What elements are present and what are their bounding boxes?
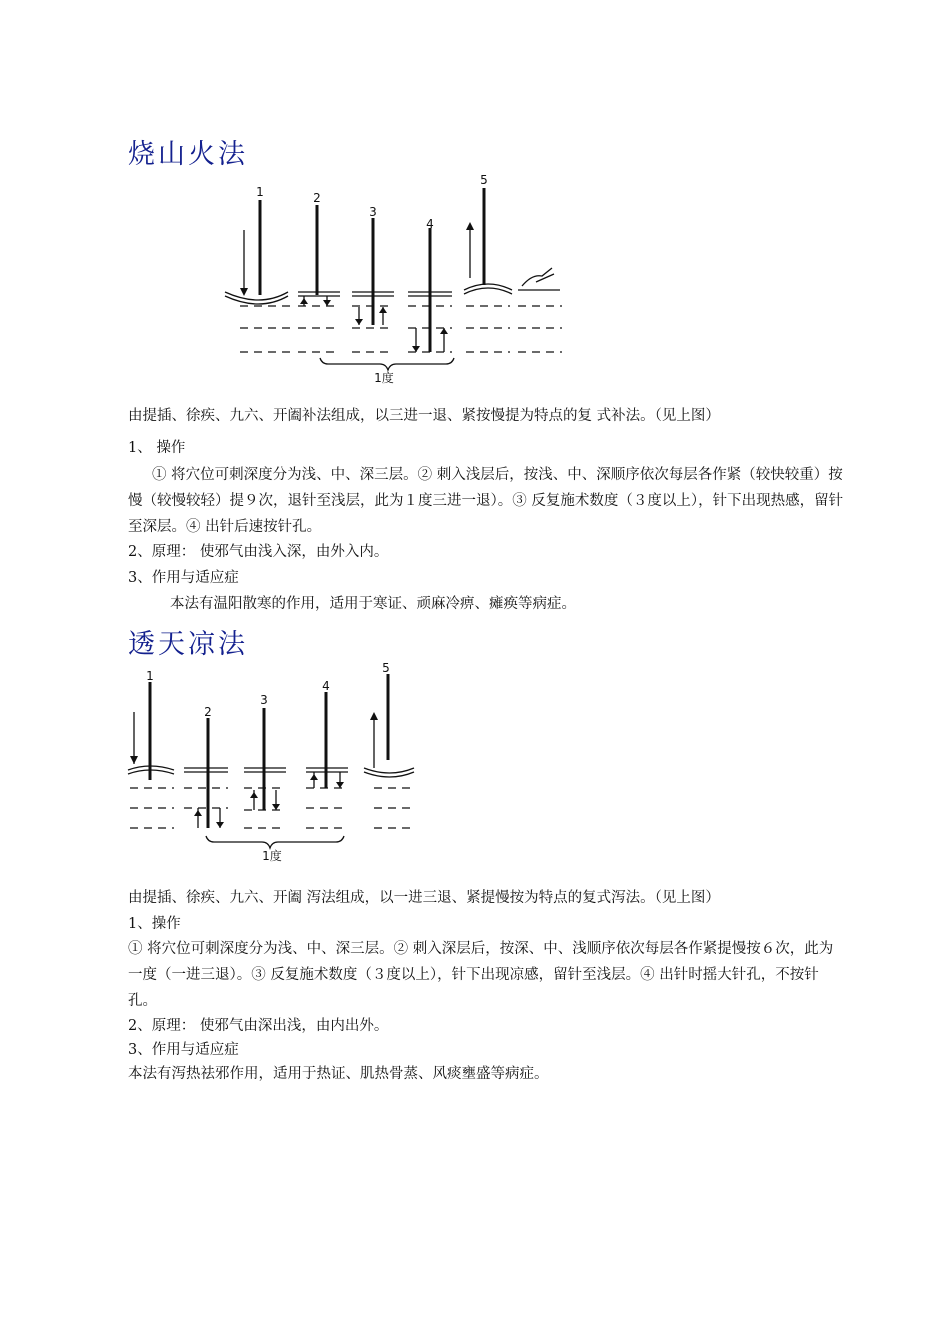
needle-label-4: 4 — [426, 217, 434, 231]
section1-intro: 由提插、徐疾、九六、开阖补法组成，以三进一退、紧按慢提为特点的复 式补法。（见上图） — [128, 408, 720, 424]
needle-label-2: 2 — [313, 191, 321, 205]
needle-label-3: 3 — [260, 693, 268, 707]
section2-op-text: ① 将穴位可刺深度分为浅、中、深三层。② 刺入深层后，按深、中、浅顺序依次每层各作紧提慢按６次，此为一度（一进三退）。③ 反复施术数度（３度以上），针下出现凉感，留针至浅层。④ 出针时摇大针孔，不按针孔。 — [128, 941, 834, 1009]
diagram-toutianliang — [122, 660, 422, 870]
section-title-toutianliang: 透天凉法 — [128, 629, 248, 660]
section1-indication-heading: 3、作用与适应症 — [128, 570, 239, 586]
section1-principle: 2、原理： 使邪气由浅入深，由外入内。 — [128, 544, 389, 560]
needle-label-2: 2 — [204, 705, 212, 719]
degree-label: 1度 — [374, 371, 394, 385]
section-title-shaoshanhuo: 烧山火法 — [128, 139, 248, 170]
section2-intro: 由提插、徐疾、九六、开阖 泻法组成，以一进三退、紧提慢按为特点的复式泻法。（见上图） — [128, 890, 720, 906]
needle-label-3: 3 — [369, 205, 377, 219]
needle-label-4: 4 — [322, 679, 330, 693]
needle-label-5: 5 — [480, 173, 488, 187]
needle-label-1: 1 — [256, 185, 264, 199]
section2-op-heading: 1、操作 — [128, 916, 181, 932]
section2-indication-heading: 3、作用与适应症 — [128, 1042, 239, 1058]
section1-op-text: ① 将穴位可刺深度分为浅、中、深三层。② 刺入浅层后，按浅、中、深顺序依次每层各作紧（较快较重）按慢（较慢较轻）提９次，退针至浅层，此为１度三进一退）。③ 反复施术数度（３度以上），针下出现热感，留针至深层。④ 出针后速按针孔。 — [128, 467, 844, 535]
section2-indication-text: 本法有泻热祛邪作用，适用于热证、肌热骨蒸、风痰壅盛等病症。 — [128, 1066, 549, 1082]
section2-principle: 2、原理： 使邪气由深出浅，由内出外。 — [128, 1018, 389, 1034]
section1-op-heading: 1、 操作 — [128, 440, 186, 456]
needle-label-5: 5 — [382, 661, 390, 675]
needle-label-1: 1 — [146, 669, 154, 683]
section1-indication-text: 本法有温阳散寒的作用，适用于寒证、顽麻冷痹、瘫痪等病症。 — [170, 596, 576, 612]
degree-label: 1度 — [262, 849, 282, 863]
diagram-shaoshanhuo — [220, 170, 580, 390]
